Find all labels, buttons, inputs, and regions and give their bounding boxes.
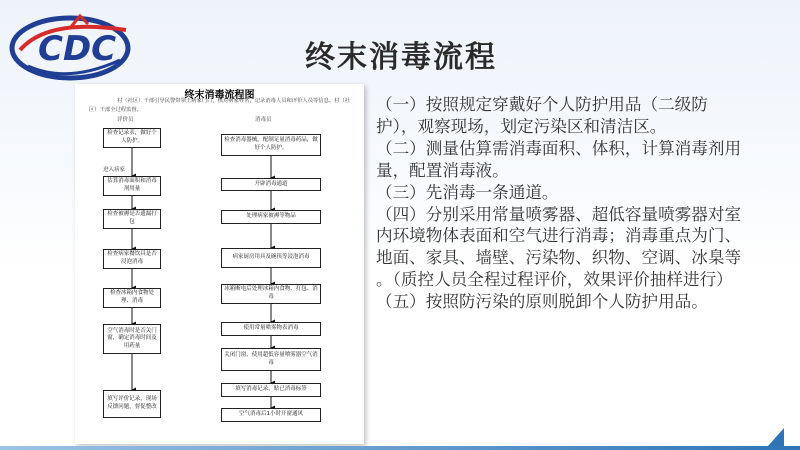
left-step: 检查记录表，做好个人防护。 — [103, 128, 161, 148]
right-step: 使用常量喷雾物表消毒 — [221, 322, 321, 336]
cdc-logo — [8, 8, 136, 86]
column-head-evaluator: 评价员 — [117, 117, 134, 123]
flowchart-title: 终末消毒流程图 — [184, 90, 255, 101]
right-step: 冰箱断电后处理冰箱内食物、打包、消毒 — [221, 284, 321, 304]
right-step: 填写消毒记录，贴已消毒标签 — [221, 383, 321, 397]
procedure-text — [376, 94, 748, 313]
page-title: 终末消毒流程 — [305, 40, 497, 75]
left-step: 检查病家餐饮具是否浸泡消毒 — [103, 249, 161, 269]
cdc-logo-icon — [8, 8, 136, 86]
right-step: 检查消毒器械，配制足量消毒药品，做好个人防护。 — [221, 134, 321, 156]
right-step: 空气消毒后1小时开窗通风 — [221, 408, 321, 422]
right-step: 处理病家被褥等物品 — [221, 210, 321, 224]
procedure-paragraph: （二）测量估算需消毒面积、体积，计算消毒剂用量，配置消毒液。 — [376, 138, 742, 180]
procedure-paragraph: （四）分别采用常量喷雾器、超低容量喷雾器对室内环境物体表面和空气进行消毒；消毒重点为门、 地面、家具、墙壁、污染物、织物、空调、冰臬等 。（质控人员全程过程评价，效果评价抽样进行） — [376, 204, 742, 290]
right-step: 开辟消毒通道 — [221, 178, 321, 191]
procedure-paragraph: （一）按照规定穿戴好个人防护用品（二级防护），观察现场，划定污染区和清洁区。 — [376, 95, 708, 136]
enter-home-label: 进入病家 — [103, 167, 126, 173]
flowchart-intro: 村（社区）干部引导民警带领王病家门口，核对病家姓名，记录消毒人员和评价人员等信息。村（社区）干部全过程监督。 — [89, 98, 351, 113]
left-step: 检查冰箱内食物处理、消毒 — [103, 288, 161, 308]
procedure-paragraph: （五）按照防污染的原则脱卸个人防护用品。 — [376, 292, 708, 312]
corner-decoration — [768, 428, 784, 446]
column-head-disinfector: 消毒员 — [255, 117, 272, 123]
bottom-accent-bar — [0, 446, 800, 450]
left-step: 估算消毒面积和消毒剂用量 — [103, 176, 161, 196]
right-step: 关闭门窗，使用超低容量喷雾器空气消毒 — [221, 348, 321, 371]
right-step: 病家厨房用具及碗筷等浸泡消毒 — [221, 248, 321, 268]
left-step: 空气消毒时是否关门窗，确定消毒时间及用药量 — [103, 324, 161, 354]
flowchart-panel — [75, 84, 364, 444]
procedure-paragraph: （三）先消毒一条通道。 — [376, 182, 559, 202]
svg-text:CDC: CDC — [38, 29, 117, 69]
left-step: 填写评价记录，现场反馈问题，督促整改 — [103, 390, 161, 418]
left-step: 检查被褥是否遗漏打包 — [103, 209, 161, 229]
